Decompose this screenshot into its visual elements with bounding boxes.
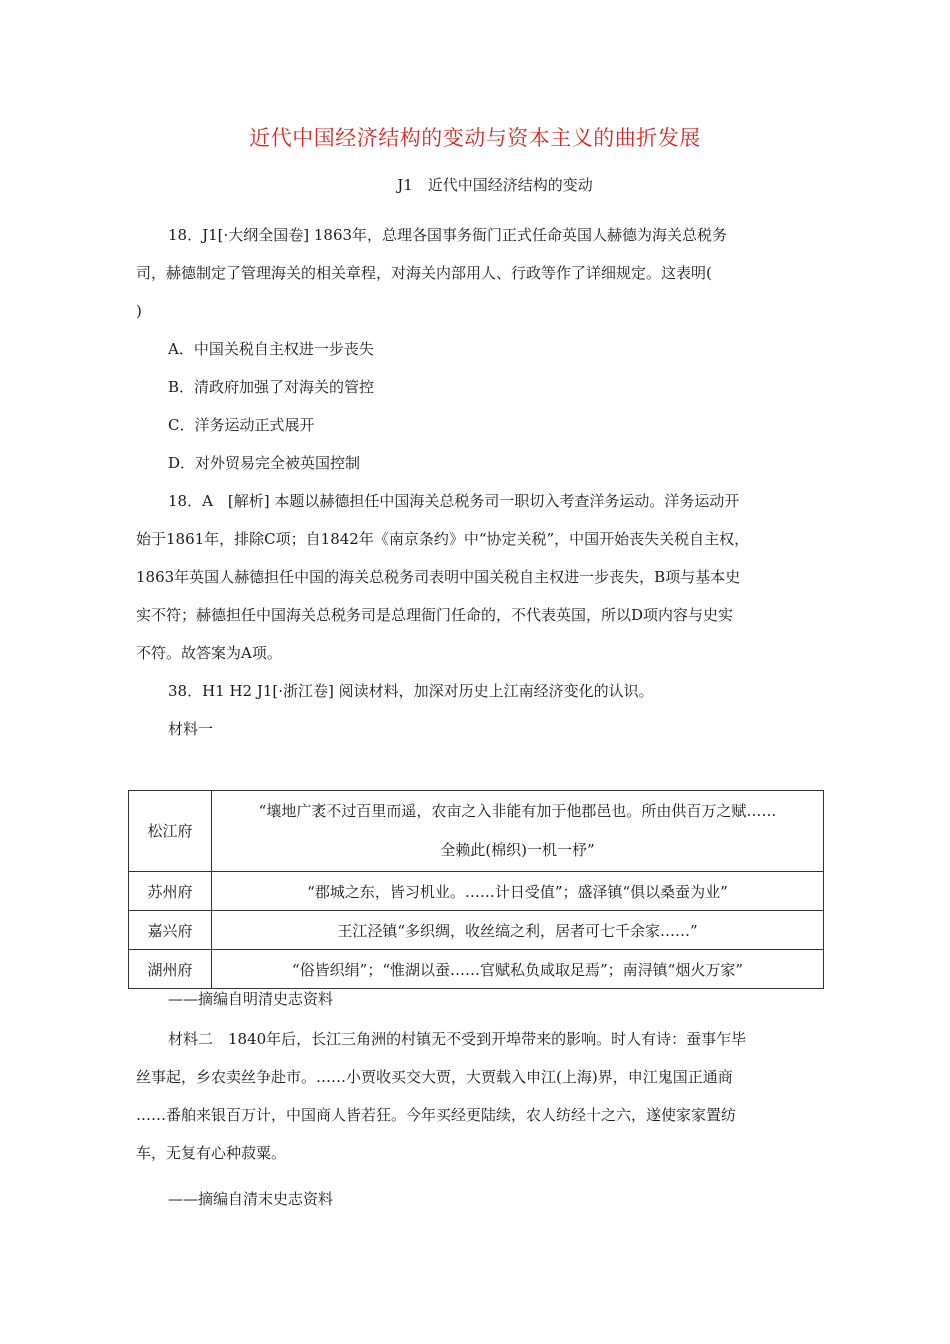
q18-stem-line2: 司，赫德制定了管理海关的相关章程，对海关内部用人、行政等作了详细规定。这表明(	[136, 264, 712, 282]
q18-option-d: D．对外贸易完全被英国控制	[168, 454, 361, 472]
section-subtitle: J1 近代中国经济结构的变动	[397, 176, 593, 194]
material2-line1: 材料二 1840年后，长江三角洲的村镇无不受到开埠带来的影响。时人有诗：蚕事乍毕	[168, 1030, 747, 1048]
material2	[136, 1020, 816, 1172]
table-row	[129, 872, 824, 911]
table-row	[129, 911, 824, 950]
q38-stem: 38．H1 H2 J1[·浙江卷] 阅读材料，加深对历史上江南经济变化的认识。	[168, 682, 654, 700]
table-place: 嘉兴府	[129, 911, 212, 950]
q18-option-c: C．洋务运动正式展开	[168, 416, 315, 434]
table-content: “郡城之东，皆习机业。……计日受值”；盛泽镇“俱以桑蚕为业”	[212, 872, 824, 911]
q18-answer-line1: 18．A [解析] 本题以赫德担任中国海关总税务司一职切入考查洋务运动。洋务运动开	[168, 492, 740, 510]
question-18	[136, 216, 816, 748]
q18-answer-line3: 1863年英国人赫德担任中国的海关总税务司表明中国关税自主权进一步丧失，B项与基本史	[136, 568, 741, 586]
q18-answer-line4: 实不符；赫德担任中国海关总税务司是总理衙门任命的，不代表英国，所以D项内容与史实	[136, 606, 734, 624]
table-content	[212, 791, 824, 872]
table-content-line: 全赖此(棉织)一机一杼”	[440, 841, 595, 859]
q18-answer-line5: 不符。故答案为A项。	[136, 644, 282, 662]
material1-label: 材料一	[168, 720, 214, 738]
table-place: 苏州府	[129, 872, 212, 911]
q18-stem-line1: 18．J1[·大纲全国卷] 1863年，总理各国事务衙门正式任命英国人赫德为海关总税务	[168, 226, 728, 244]
q18-option-b: B．清政府加强了对海关的管控	[168, 378, 375, 396]
material2-line2: 丝事起，乡农卖丝争赴市。……小贾收买交大贾，大贾载入申江(上海)界，申江鬼国正通商	[136, 1068, 733, 1086]
page-title: 近代中国经济结构的变动与资本主义的曲折发展	[249, 126, 701, 150]
material2-line4: 车，无复有心种菽粟。	[136, 1144, 287, 1162]
table-row	[129, 950, 824, 989]
material2-line3: ……番舶来银百万计，中国商人皆若狂。今年买经更陆续，农人纺经十之六，遂使家家置纺	[136, 1106, 737, 1124]
table-place: 松江府	[129, 791, 212, 872]
table-content: 王江泾镇“多织绸，收丝缟之利，居者可七千余家……”	[212, 911, 824, 950]
q18-option-a: A．中国关税自主权进一步丧失	[168, 340, 374, 358]
material1-table	[128, 790, 824, 989]
table-content-line: “壤地广袤不过百里而遥，农亩之入非能有加于他郡邑也。所由供百万之赋……	[258, 802, 777, 820]
table-row	[129, 791, 824, 872]
table-place: 湖州府	[129, 950, 212, 989]
material1-source: ——摘编自明清史志资料	[168, 990, 334, 1008]
table-content: “俗皆织绢”；“惟湖以蚕……官赋私负咸取足焉”；南浔镇“烟火万家”	[212, 950, 824, 989]
q18-answer-line2: 始于1861年，排除C项；自1842年《南京条约》中“协定关税”，中国开始丧失关税自主权，	[136, 530, 750, 548]
q18-stem-line3: )	[136, 302, 142, 320]
material2-source: ——摘编自清末史志资料	[168, 1190, 334, 1208]
